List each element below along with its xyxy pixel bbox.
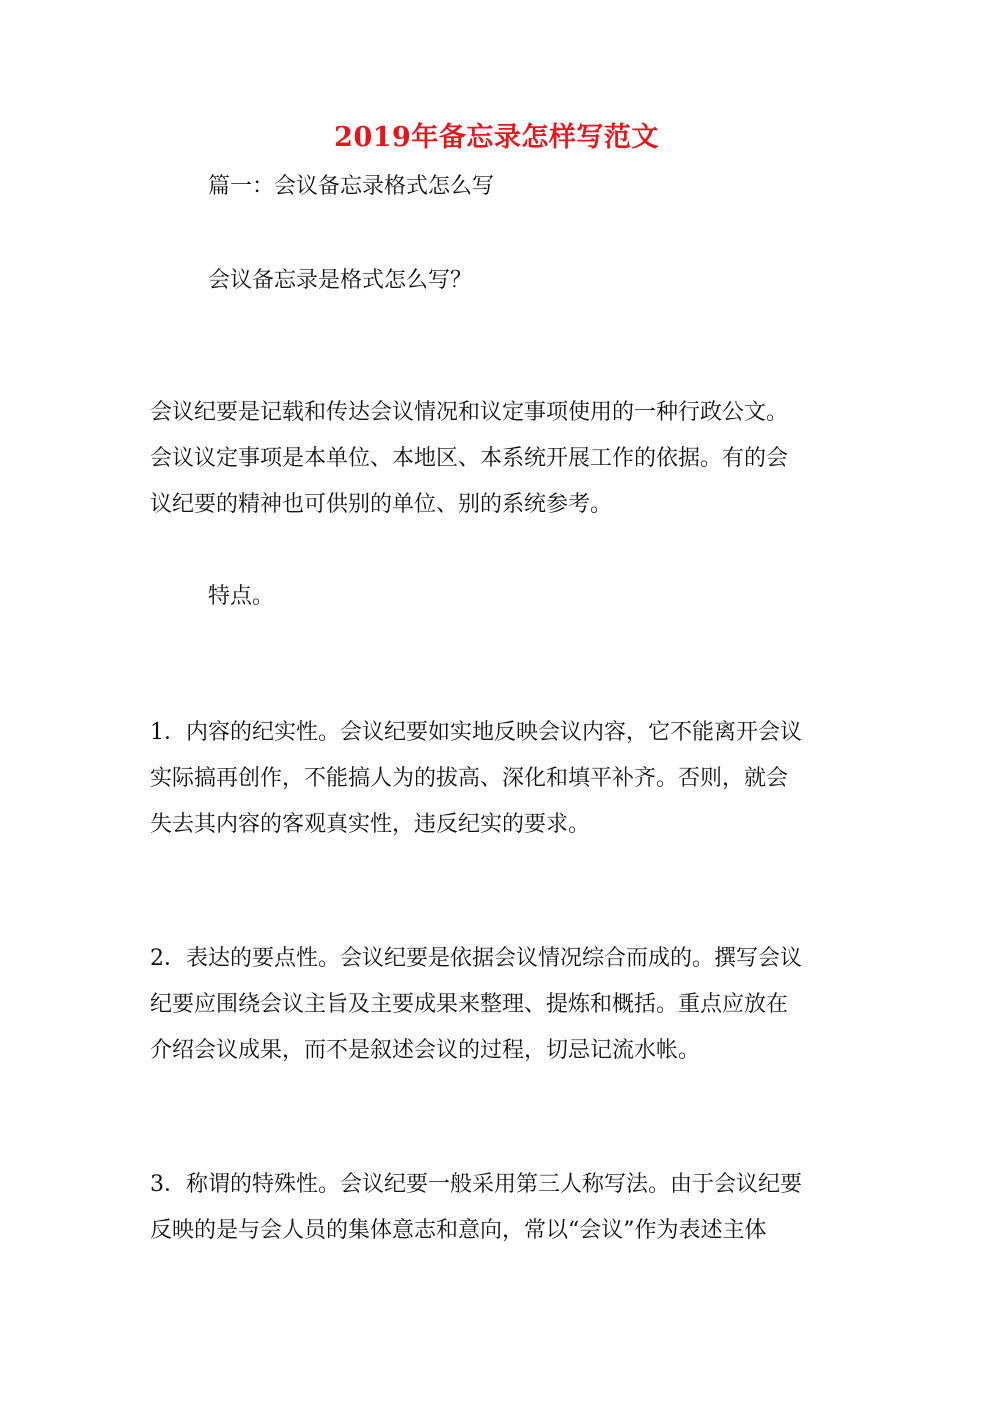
point1-line: 实际搞再创作，不能搞人为的拔高、深化和填平补齐。否则，就会: [150, 766, 789, 791]
point2-line: 介绍会议成果，而不是叙述会议的过程，切忌记流水帐。: [150, 1038, 701, 1063]
point2-line: 2．表达的要点性。会议纪要是依据会议情况综合而成的。撰写会议: [150, 946, 802, 971]
point3-line: 3．称谓的特殊性。会议纪要一般采用第三人称写法。由于会议纪要: [150, 1172, 802, 1197]
intro-line: 会议纪要是记载和传达会议情况和议定事项使用的一种行政公文。: [150, 400, 789, 425]
question-line: 会议备忘录是格式怎么写？: [208, 268, 473, 293]
document-title: 2019年备忘录怎样写范文: [334, 122, 659, 153]
point3-line: 反映的是与会人员的集体意志和意向，常以“会议”作为表述主体: [150, 1218, 767, 1243]
section-subtitle: 篇一：会议备忘录格式怎么写: [208, 174, 495, 199]
features-heading: 特点。: [208, 584, 275, 609]
intro-line: 议纪要的精神也可供别的单位、别的系统参考。: [150, 492, 613, 517]
point1-line: 失去其内容的客观真实性，违反纪实的要求。: [150, 812, 591, 837]
point2-line: 纪要应围绕会议主旨及主要成果来整理、提炼和概括。重点应放在: [150, 992, 789, 1017]
intro-line: 会议议定事项是本单位、本地区、本系统开展工作的依据。有的会: [150, 446, 789, 471]
point1-line: 1．内容的纪实性。会议纪要如实地反映会议内容，它不能离开会议: [150, 720, 802, 745]
